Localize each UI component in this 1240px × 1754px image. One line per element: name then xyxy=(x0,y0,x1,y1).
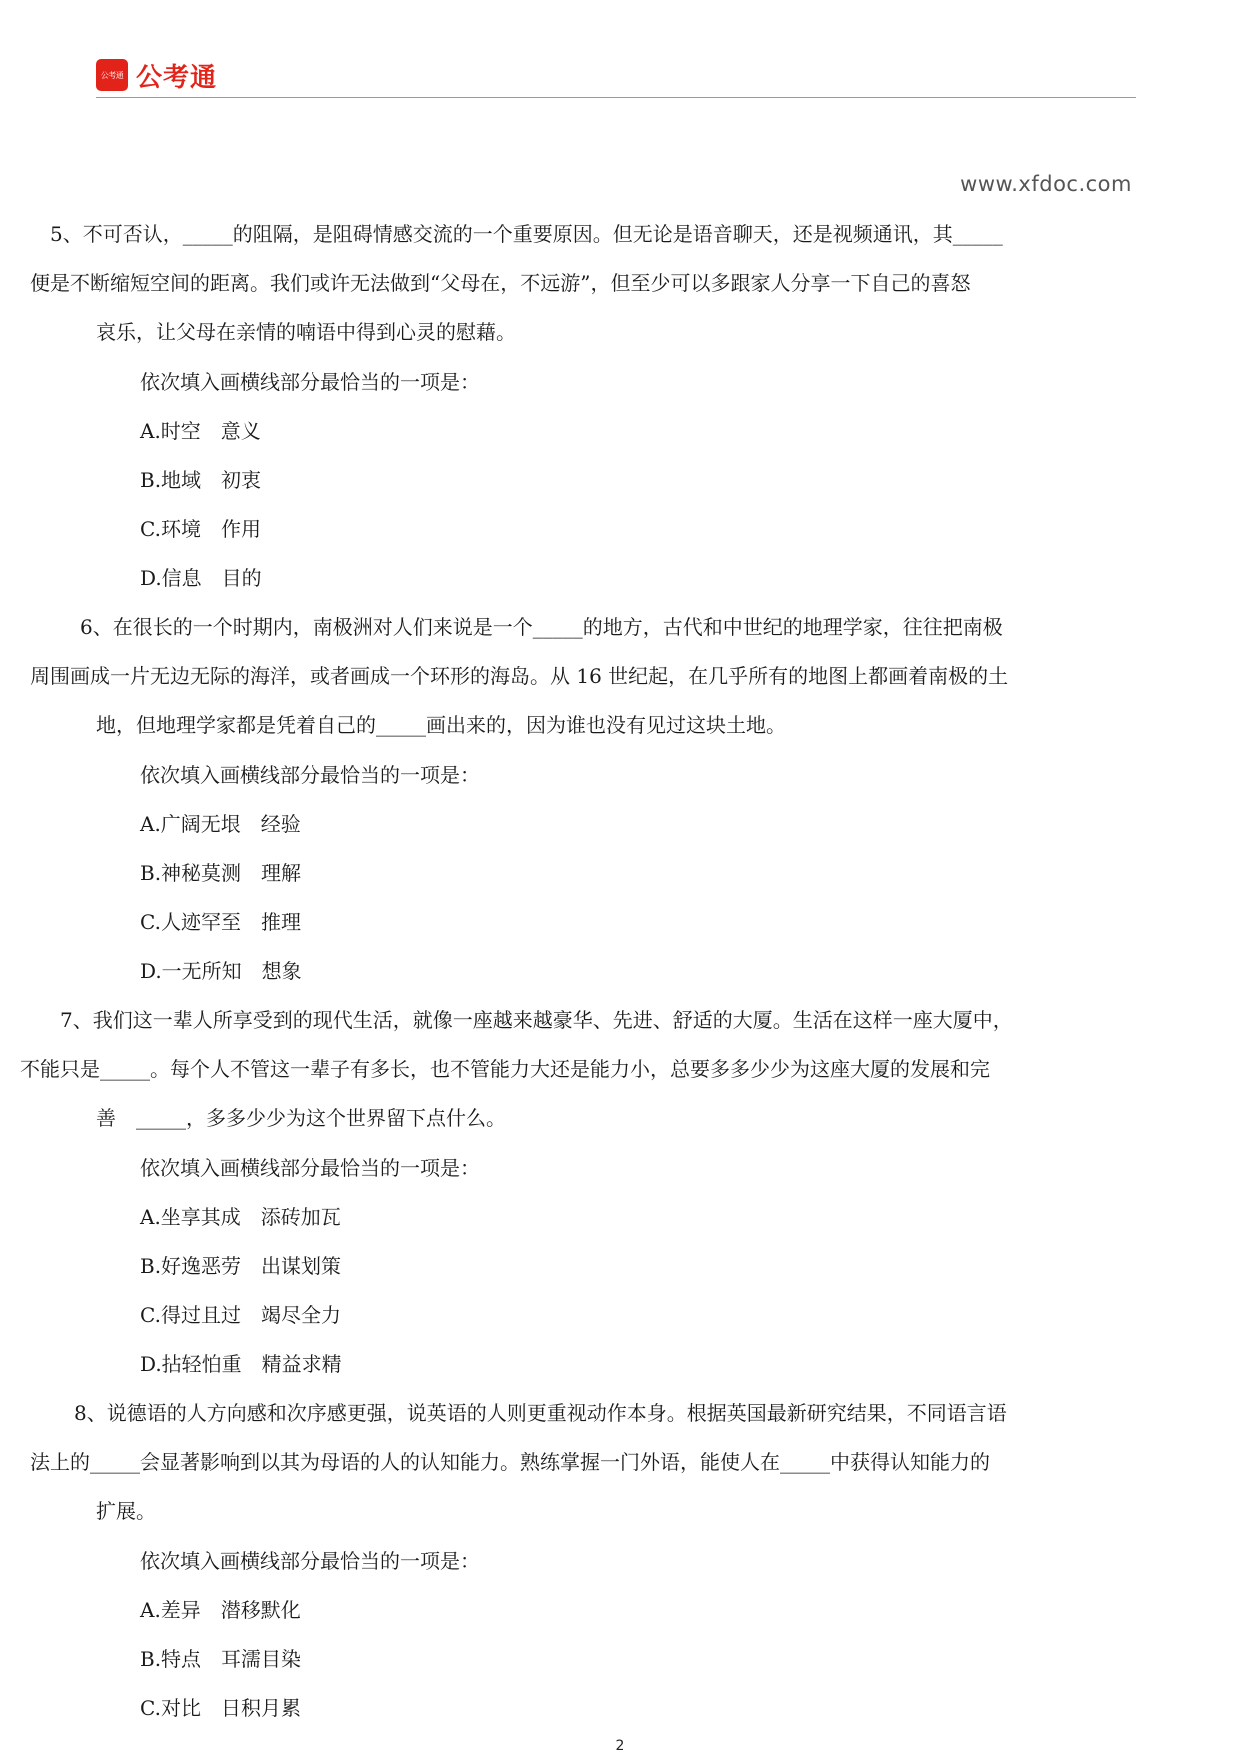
question-6-prompt: 依次填入画横线部分最恰当的一项是： xyxy=(140,762,480,787)
logo-text: 公考通 xyxy=(136,62,218,93)
question-7-option-c: C.得过且过 竭尽全力 xyxy=(140,1303,341,1328)
question-5-text-line: 5、不可否认，_____的阻隔，是阻碍情感交流的一个重要原因。但无论是语音聊天，还是视频通讯，其_____ xyxy=(50,222,1003,246)
question-6-option-b: B.神秘莫测 理解 xyxy=(140,861,302,885)
question-5-option-c: C.环境 作用 xyxy=(140,517,261,542)
site-url: www.xfdoc.com xyxy=(960,172,1132,196)
header xyxy=(96,58,217,92)
question-6-text-line: 地，但地理学家都是凭着自己的_____画出来的，因为谁也没有见过这块土地。 xyxy=(96,713,786,738)
question-7-option-b: B.好逸恶劳 出谋划策 xyxy=(140,1254,342,1278)
question-6-text-line: 周围画成一片无边无际的海洋，或者画成一个环形的海岛。从 16 世纪起，在几乎所有的地图上都画着南极的土 xyxy=(30,664,1009,689)
question-7-option-a: A.坐享其成 添砖加瓦 xyxy=(140,1204,341,1229)
question-6-option-c: C.人迹罕至 推理 xyxy=(140,910,301,935)
header-divider xyxy=(96,97,1136,98)
question-8-option-b: B.特点 耳濡目染 xyxy=(140,1647,302,1671)
question-7-text-line: 善 _____，多多少少为这个世界留下点什么。 xyxy=(96,1106,506,1131)
question-6-option-d: D.一无所知 想象 xyxy=(140,959,302,984)
question-8-text-line: 法上的_____会显著影响到以其为母语的人的认知能力。熟练掌握一门外语，能使人在_____中获得认知能力的 xyxy=(30,1450,990,1475)
question-6-text-line: 6、在很长的一个时期内，南极洲对人们来说是一个_____的地方，古代和中世纪的地理学家，往往把南极 xyxy=(80,615,1003,639)
question-7-text-line: 不能只是_____。每个人不管这一辈子有多长，也不管能力大还是能力小，总要多多少少为这座大厦的发展和完 xyxy=(20,1057,990,1082)
question-7-option-d: D.拈轻怕重 精益求精 xyxy=(140,1352,342,1377)
question-5-text-line: 哀乐，让父母在亲情的喃语中得到心灵的慰藉。 xyxy=(96,320,516,345)
question-6-option-a: A.广阔无垠 经验 xyxy=(140,811,301,836)
question-8-option-c: C.对比 日积月累 xyxy=(140,1696,301,1721)
question-7-prompt: 依次填入画横线部分最恰当的一项是： xyxy=(140,1155,480,1180)
question-5-option-a: A.时空 意义 xyxy=(140,418,261,443)
question-8-text-line: 扩展。 xyxy=(96,1499,156,1524)
question-8-prompt: 依次填入画横线部分最恰当的一项是： xyxy=(140,1548,480,1573)
question-5-prompt: 依次填入画横线部分最恰当的一项是： xyxy=(140,369,480,394)
question-5-text-line: 便是不断缩短空间的距离。我们或许无法做到“父母在，不远游”，但至少可以多跟家人分享一下自己的喜怒 xyxy=(30,271,971,296)
question-8-option-a: A.差异 潜移默化 xyxy=(140,1597,301,1622)
question-7-text-line: 7、我们这一辈人所享受到的现代生活，就像一座越来越豪华、先进、舒适的大厦。生活在这样一座大厦中， xyxy=(60,1008,1013,1032)
question-8-text-line: 8、说德语的人方向感和次序感更强，说英语的人则更重视动作本身。根据英国最新研究结果，不同语言语 xyxy=(74,1401,1007,1425)
question-5-option-d: D.信息 目的 xyxy=(140,566,262,591)
logo-icon: 公考通 xyxy=(96,59,128,91)
question-5-option-b: B.地域 初衷 xyxy=(140,468,262,492)
page-number: 2 xyxy=(615,1738,625,1754)
